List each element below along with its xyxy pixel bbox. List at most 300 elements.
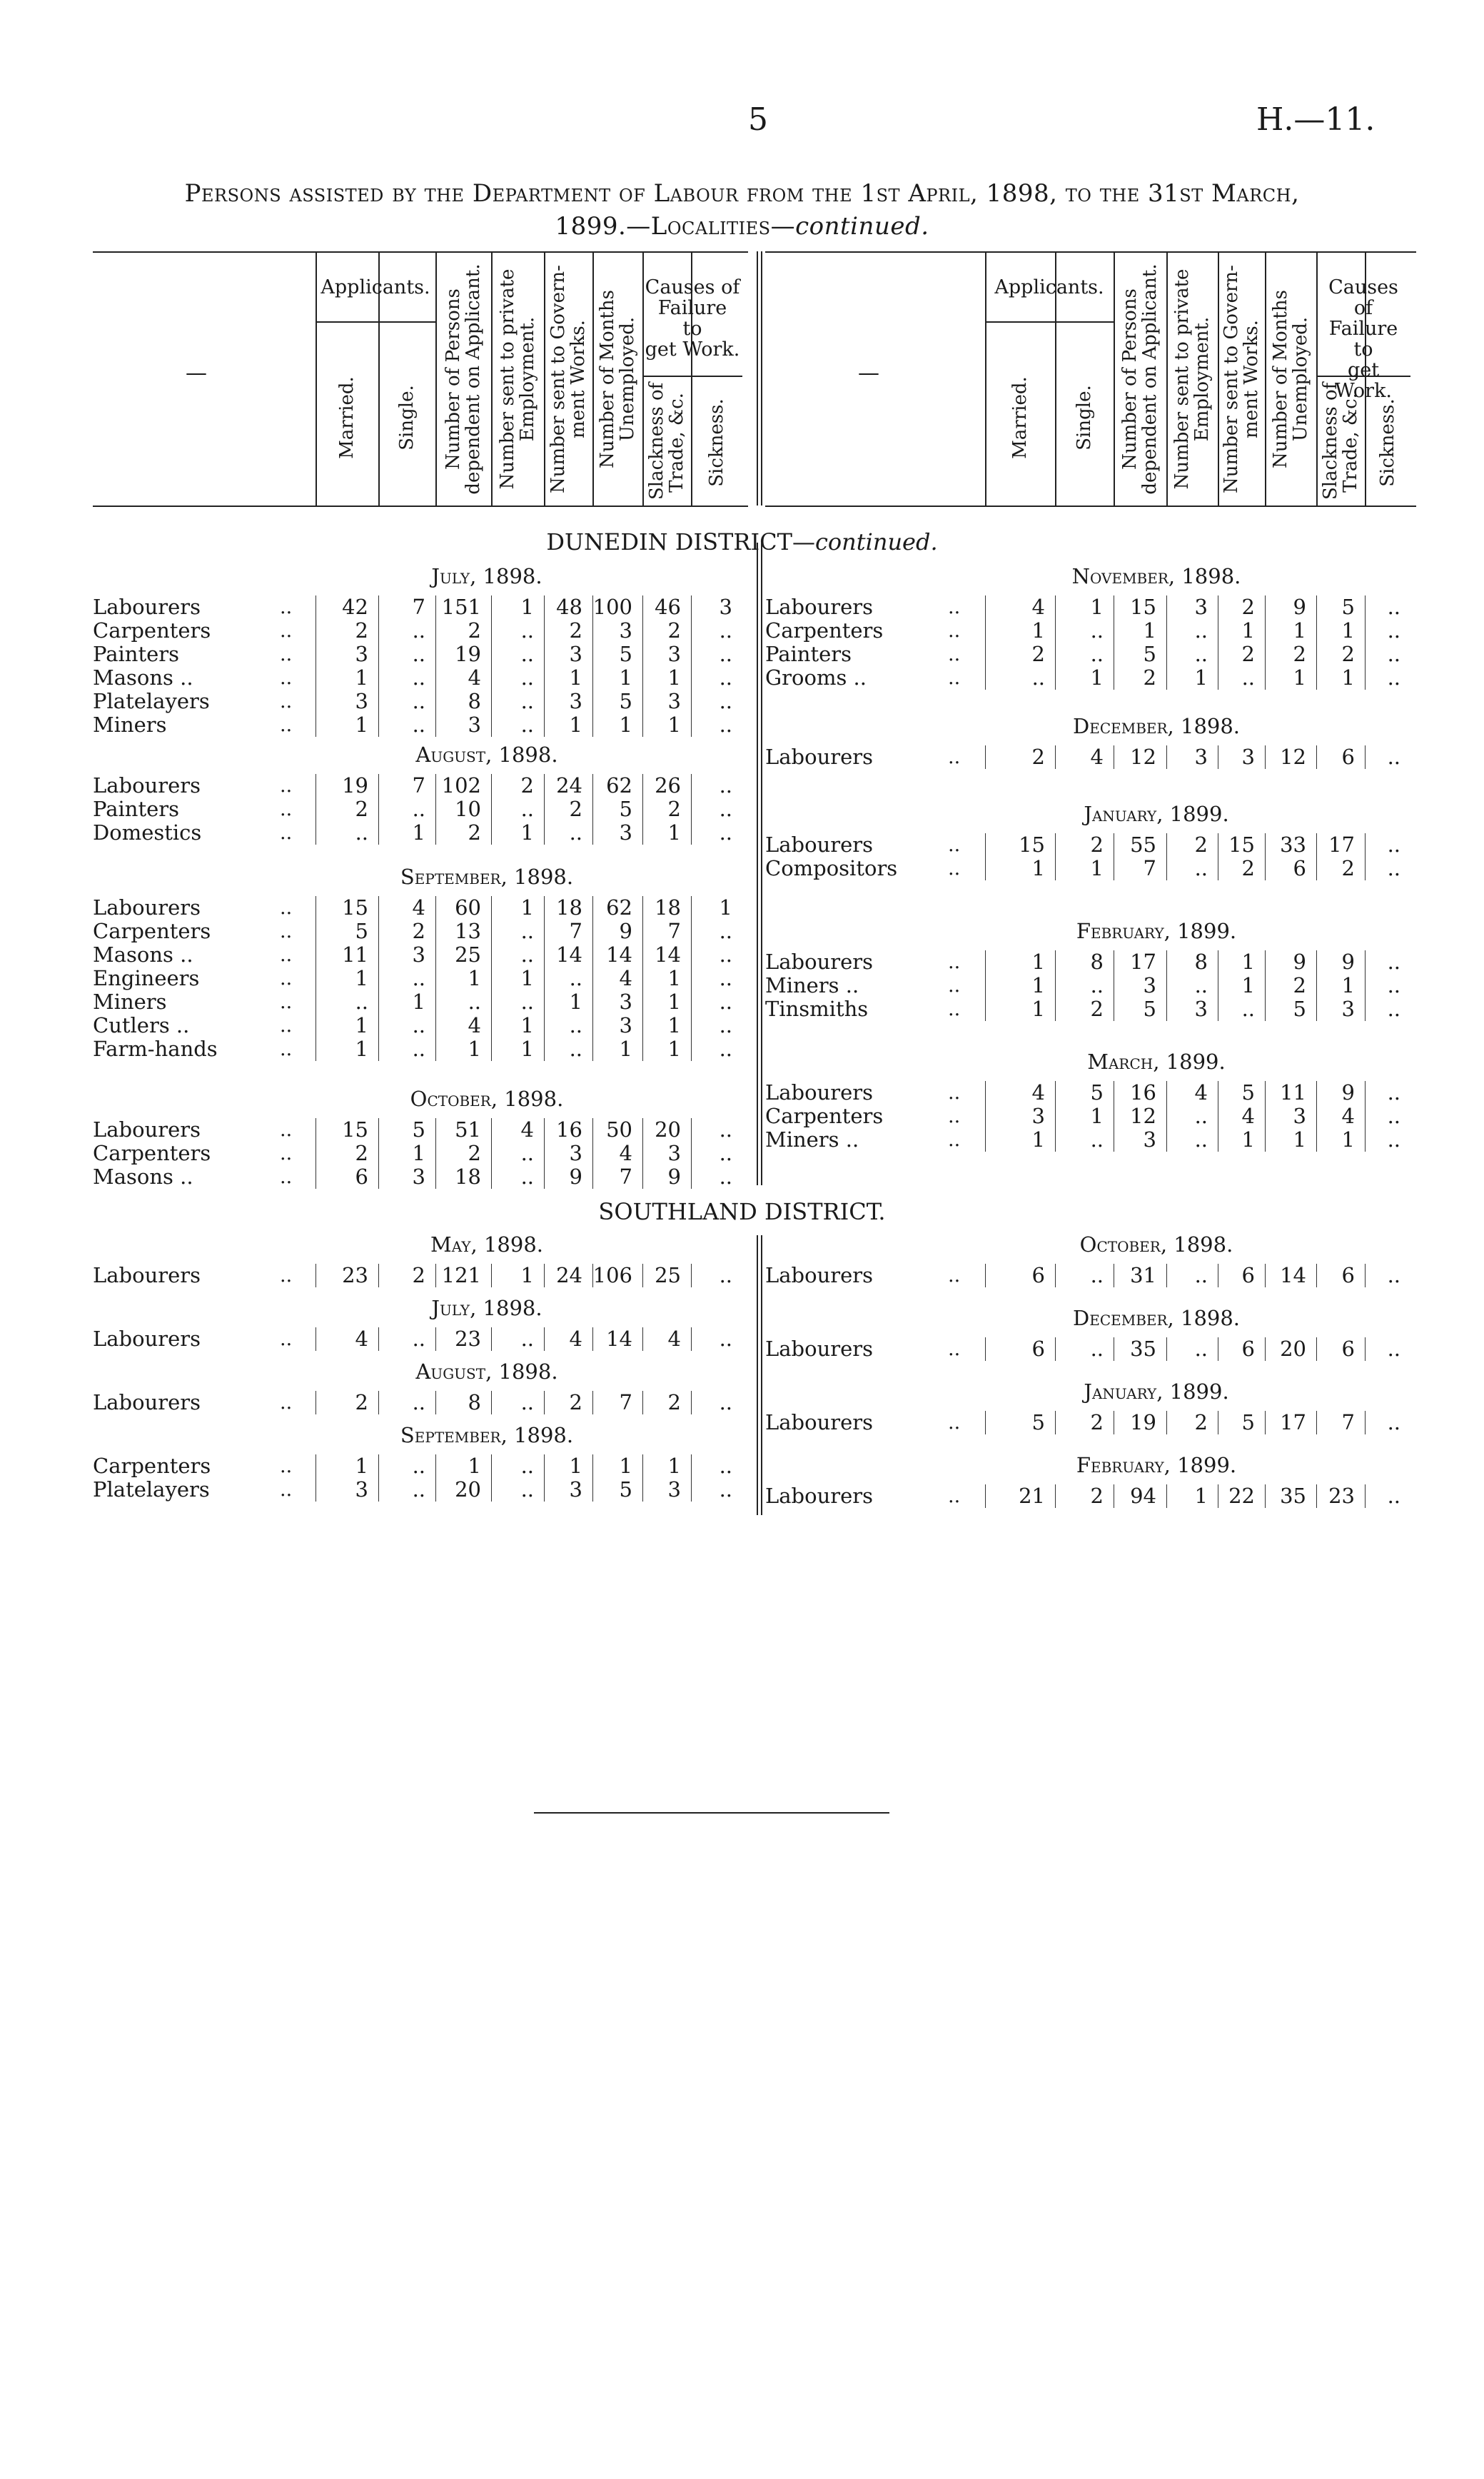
header-center-divider: [761, 251, 762, 506]
table-cell: ..: [719, 942, 732, 967]
table-cell: 4: [1031, 1080, 1045, 1105]
row-leader-dots: ..: [948, 998, 961, 1020]
table-cell: 5: [1241, 1410, 1255, 1434]
row-leader-dots: ..: [280, 822, 293, 844]
table-cell: 1: [520, 820, 534, 845]
row-leader-dots: ..: [948, 834, 961, 856]
table-cell: 15: [1130, 595, 1156, 619]
row-leader-dots: ..: [948, 951, 961, 973]
table-cell: ..: [1194, 856, 1208, 880]
table-cell: 100: [592, 595, 632, 619]
table-cell: 1: [520, 966, 534, 990]
row-label: Carpenters: [93, 618, 211, 643]
table-cell: 5: [355, 919, 368, 943]
row-leader-dots: ..: [280, 1166, 293, 1188]
row-label: Compositors: [765, 856, 898, 880]
table-cell: 1: [1241, 618, 1255, 643]
table-cell: 5: [1031, 1410, 1045, 1434]
table-cell: 7: [569, 919, 582, 943]
dunedin-right-column-rule: [1166, 950, 1167, 1021]
table-cell: 14: [655, 942, 681, 967]
table-cell: 3: [412, 942, 425, 967]
table-cell: 25: [455, 942, 481, 967]
table-cell: ..: [1031, 665, 1045, 690]
right-private-header-line: Number sent to private: [1171, 268, 1193, 490]
dunedin-right-column-rule: [1265, 745, 1266, 769]
table-cell: ..: [719, 1263, 732, 1287]
table-cell: ..: [719, 665, 732, 690]
table-cell: 1: [667, 820, 681, 845]
table-cell: 5: [1341, 595, 1355, 619]
table-cell: ..: [412, 689, 425, 713]
table-cell: 3: [355, 1477, 368, 1502]
table-cell: ..: [520, 990, 534, 1014]
table-cell: 4: [619, 966, 632, 990]
dunedin-right-column-rule: [985, 950, 986, 1021]
southland-right-column-rule: [1166, 1337, 1167, 1361]
footer-rule: [534, 1812, 889, 1814]
right-header-top-rule: [765, 251, 1416, 253]
right-causes-line: Causes of: [1328, 276, 1398, 319]
table-cell: 16: [1130, 1080, 1156, 1105]
row-leader-dots: ..: [948, 1082, 961, 1104]
document-reference: H.—11.: [1256, 101, 1376, 138]
table-cell: ..: [1387, 856, 1400, 880]
row-leader-dots: ..: [948, 1264, 961, 1287]
table-cell: 6: [1031, 1263, 1045, 1287]
left-slackness-header-line: Trade, &c.: [666, 393, 687, 493]
row-leader-dots: ..: [280, 1392, 293, 1414]
table-cell: ..: [719, 713, 732, 737]
table-cell: 6: [1241, 1263, 1255, 1287]
page-title: Persons assisted by the Department of Labour from the 1st April, 1898, to the 31st March,: [184, 179, 1300, 208]
table-cell: 1: [569, 1454, 582, 1478]
table-cell: 3: [719, 595, 732, 619]
table-cell: 5: [619, 642, 632, 666]
table-cell: 4: [412, 895, 425, 920]
table-cell: 1: [355, 665, 368, 690]
southland-left-month-heading: August, 1898.: [415, 1359, 558, 1384]
table-cell: 2: [1341, 642, 1355, 666]
right-dependents-header: [1120, 258, 1160, 500]
southland-right-column-rule: [1055, 1337, 1056, 1361]
table-cell: 3: [355, 689, 368, 713]
dunedin-center-divider: [761, 543, 762, 1185]
dunedin-right-column-rule: [1055, 595, 1056, 690]
table-cell: ..: [1387, 1263, 1400, 1287]
dunedin-continued: continued.: [814, 528, 938, 555]
left-header-column-rule: [592, 251, 594, 506]
row-label: Labourers: [93, 1390, 201, 1414]
table-cell: ..: [719, 919, 732, 943]
right-header-column-rule: [1265, 251, 1266, 506]
right-applicants-rule: [985, 321, 1114, 323]
table-cell: ..: [1090, 973, 1104, 997]
right-months-header-line: Unemployed.: [1290, 316, 1311, 442]
table-cell: 1: [1341, 1127, 1355, 1152]
southland-right-column-rule: [985, 1264, 986, 1287]
table-cell: ..: [569, 820, 582, 845]
table-cell: ..: [1387, 1484, 1400, 1508]
right-header-column-rule: [1166, 251, 1168, 506]
table-cell: ..: [355, 990, 368, 1014]
table-cell: 2: [1293, 642, 1306, 666]
table-cell: 1: [1090, 595, 1104, 619]
table-cell: 1: [667, 990, 681, 1014]
row-label: Masons ..: [93, 1165, 193, 1189]
dunedin-right-month-heading: December, 1898.: [1072, 714, 1241, 738]
row-label: Grooms ..: [765, 665, 867, 690]
right-private-header: [1172, 258, 1212, 500]
right-dependents-header-line: dependent on Applicant.: [1139, 263, 1161, 495]
dunedin-right-column-rule: [1365, 833, 1366, 880]
table-cell: 1: [520, 1263, 534, 1287]
table-cell: 7: [1143, 856, 1156, 880]
row-label: Platelayers: [93, 689, 210, 713]
table-cell: 3: [1194, 595, 1208, 619]
table-cell: 1: [520, 1037, 534, 1061]
southland-right-column-rule: [1316, 1337, 1317, 1361]
table-cell: ..: [1241, 997, 1255, 1021]
table-cell: 102: [441, 773, 481, 798]
table-cell: 2: [1090, 1410, 1104, 1434]
table-cell: ..: [412, 618, 425, 643]
table-cell: 2: [1194, 833, 1208, 857]
table-cell: 15: [342, 895, 368, 920]
row-leader-dots: ..: [280, 775, 293, 797]
table-cell: 5: [1143, 997, 1156, 1021]
row-leader-dots: ..: [948, 746, 961, 768]
table-cell: 5: [619, 689, 632, 713]
right-header-column-rule: [1218, 251, 1219, 506]
southland-right-column-rule: [1265, 1411, 1266, 1434]
dunedin-right-column-rule: [1265, 595, 1266, 690]
dunedin-right-column-rule: [1055, 833, 1056, 880]
table-cell: 19: [342, 773, 368, 798]
table-cell: ..: [412, 1390, 425, 1414]
table-cell: 3: [619, 990, 632, 1014]
table-cell: 12: [1130, 745, 1156, 769]
table-cell: ..: [719, 797, 732, 821]
table-cell: 3: [1293, 1104, 1306, 1128]
table-cell: 25: [655, 1263, 681, 1287]
table-cell: 5: [1241, 1080, 1255, 1105]
row-label: Miners ..: [765, 973, 859, 997]
right-married-header-line: Married.: [1009, 376, 1031, 459]
table-cell: ..: [1194, 1337, 1208, 1361]
table-cell: 3: [468, 713, 481, 737]
table-cell: ..: [355, 820, 368, 845]
right-blank-header: —: [858, 361, 879, 386]
row-leader-dots: ..: [948, 667, 961, 689]
page-number: 5: [748, 101, 768, 138]
southland-right-column-rule: [1365, 1411, 1366, 1434]
row-leader-dots: ..: [280, 643, 293, 665]
table-cell: 1: [1341, 665, 1355, 690]
dunedin-right-column-rule: [1265, 950, 1266, 1021]
row-label: Carpenters: [93, 1454, 211, 1478]
table-cell: 2: [1293, 973, 1306, 997]
table-cell: 18: [556, 895, 582, 920]
table-cell: 6: [1341, 1263, 1355, 1287]
row-label: Farm-hands: [93, 1037, 218, 1061]
table-row: [0, 1264, 1484, 1287]
row-leader-dots: ..: [948, 1338, 961, 1360]
table-cell: ..: [412, 1477, 425, 1502]
table-cell: 4: [1241, 1104, 1255, 1128]
row-leader-dots: ..: [280, 1328, 293, 1350]
table-cell: 6: [1293, 856, 1306, 880]
table-cell: 2: [667, 1390, 681, 1414]
right-applicants-header: Applicants.: [994, 276, 1104, 298]
table-cell: ..: [1387, 1080, 1400, 1105]
row-leader-dots: ..: [948, 596, 961, 618]
table-cell: 1: [619, 1037, 632, 1061]
table-cell: 2: [569, 1390, 582, 1414]
row-leader-dots: ..: [948, 858, 961, 880]
table-cell: 23: [1328, 1484, 1355, 1508]
table-cell: 3: [1143, 1127, 1156, 1152]
table-cell: ..: [520, 642, 534, 666]
left-causes-line: Failure: [657, 297, 727, 319]
table-row: [0, 1484, 1484, 1508]
dunedin-right-column-rule: [1316, 833, 1317, 880]
table-cell: 3: [619, 618, 632, 643]
table-cell: 2: [569, 618, 582, 643]
table-row: [0, 997, 1484, 1021]
row-leader-dots: ..: [948, 1485, 961, 1507]
dunedin-right-column-rule: [1316, 595, 1317, 690]
table-cell: 3: [619, 1013, 632, 1037]
table-cell: ..: [520, 1165, 534, 1189]
southland-right-column-rule: [1055, 1264, 1056, 1287]
dunedin-right-column-rule: [1166, 1081, 1167, 1152]
row-label: Labourers: [765, 1337, 874, 1361]
left-private-header-line: Number sent to private: [497, 268, 518, 490]
row-label: Painters: [765, 642, 852, 666]
row-leader-dots: ..: [280, 1455, 293, 1477]
table-cell: 1: [355, 713, 368, 737]
left-causes-line: Causes of: [645, 276, 740, 298]
table-cell: 4: [667, 1327, 681, 1351]
southland-right-column-rule: [1365, 1337, 1366, 1361]
header-center-divider: [757, 251, 758, 506]
table-cell: 2: [412, 919, 425, 943]
table-cell: 2: [355, 618, 368, 643]
table-cell: 3: [1194, 745, 1208, 769]
left-govt-header-line: Number sent to Govern-: [547, 265, 569, 493]
table-cell: ..: [1387, 1337, 1400, 1361]
table-cell: 5: [1143, 642, 1156, 666]
table-cell: ..: [1241, 665, 1255, 690]
table-cell: 6: [355, 1165, 368, 1189]
table-cell: 1: [667, 1013, 681, 1037]
southland-right-column-rule: [1365, 1264, 1366, 1287]
left-dependents-header: [443, 258, 483, 500]
southland-right-column-rule: [1265, 1484, 1266, 1508]
left-months-header: [597, 258, 637, 500]
southland-right-column-rule: [1055, 1411, 1056, 1434]
right-married-header: [1010, 336, 1030, 500]
table-cell: 51: [455, 1117, 481, 1142]
dunedin-right-column-rule: [1166, 595, 1167, 690]
table-cell: 5: [1090, 1080, 1104, 1105]
table-cell: 1: [667, 713, 681, 737]
table-cell: 2: [1031, 642, 1045, 666]
table-cell: ..: [412, 713, 425, 737]
table-cell: 11: [342, 942, 368, 967]
right-slackness-header-line: Slackness of: [1320, 382, 1341, 500]
table-cell: 22: [1228, 1484, 1255, 1508]
dunedin-right-column-rule: [1166, 833, 1167, 880]
table-row: [0, 1128, 1484, 1152]
left-months-header-line: Unemployed.: [617, 316, 638, 442]
dunedin-right-column-rule: [1365, 745, 1366, 769]
table-cell: 2: [1031, 745, 1045, 769]
southland-right-month-heading: February, 1899.: [1076, 1453, 1237, 1477]
southland-center-divider: [761, 1235, 762, 1515]
right-header-bottom-rule: [765, 506, 1416, 507]
table-cell: 1: [355, 1454, 368, 1478]
right-private-header-line: Employment.: [1191, 316, 1213, 442]
table-cell: 1: [1090, 665, 1104, 690]
table-cell: 2: [1090, 997, 1104, 1021]
row-label: Labourers: [765, 833, 874, 857]
table-cell: 1: [667, 665, 681, 690]
table-row: [0, 1105, 1484, 1128]
row-leader-dots: ..: [280, 620, 293, 642]
table-cell: 3: [355, 642, 368, 666]
table-row: [0, 619, 1484, 643]
table-cell: 4: [1194, 1080, 1208, 1105]
row-label: Platelayers: [93, 1477, 210, 1502]
left-govt-header: [548, 258, 588, 500]
table-cell: 18: [455, 1165, 481, 1189]
table-cell: ..: [520, 618, 534, 643]
table-cell: 20: [1280, 1337, 1306, 1361]
table-cell: 24: [556, 773, 582, 798]
dunedin-right-column-rule: [1365, 595, 1366, 690]
table-cell: 9: [1293, 950, 1306, 974]
table-cell: 3: [1143, 973, 1156, 997]
table-cell: 2: [569, 797, 582, 821]
table-row: [0, 1081, 1484, 1105]
table-cell: 6: [1031, 1337, 1045, 1361]
table-cell: ..: [412, 966, 425, 990]
table-cell: 1: [355, 1037, 368, 1061]
left-months-header-line: Number of Months: [597, 290, 618, 468]
row-leader-dots: ..: [280, 596, 293, 618]
table-cell: ..: [719, 990, 732, 1014]
dunedin-right-column-rule: [1055, 745, 1056, 769]
right-slackness-header-line: Trade, &c.: [1340, 393, 1361, 493]
table-cell: 1: [355, 1013, 368, 1037]
left-header-top-rule: [93, 251, 748, 253]
table-cell: ..: [719, 1454, 732, 1478]
table-cell: 1: [355, 966, 368, 990]
southland-right-column-rule: [1265, 1337, 1266, 1361]
table-cell: ..: [412, 642, 425, 666]
table-row: [0, 690, 1484, 713]
table-cell: ..: [520, 942, 534, 967]
left-applicants-header: Applicants.: [320, 276, 430, 298]
left-header-column-rule: [491, 251, 493, 506]
southland-left-month-heading: September, 1898.: [400, 1423, 574, 1447]
table-cell: ..: [412, 1037, 425, 1061]
right-causes-line: get Work.: [1334, 359, 1393, 402]
southland-right-column-rule: [1316, 1484, 1317, 1508]
table-cell: ..: [569, 1013, 582, 1037]
table-cell: 4: [468, 665, 481, 690]
dunedin-title: DUNEDIN DISTRICT—: [546, 528, 815, 555]
row-label: Labourers: [93, 595, 201, 619]
table-cell: 3: [1241, 745, 1255, 769]
row-leader-dots: ..: [280, 1119, 293, 1141]
table-cell: 9: [667, 1165, 681, 1189]
right-header-column-rule: [1114, 251, 1115, 506]
row-label: Labourers: [765, 1263, 874, 1287]
table-cell: ..: [719, 966, 732, 990]
table-cell: 9: [1293, 595, 1306, 619]
table-cell: 1: [1194, 1484, 1208, 1508]
table-row: [0, 1165, 1484, 1189]
right-months-header-line: Number of Months: [1270, 290, 1291, 468]
table-cell: 14: [1280, 1263, 1306, 1287]
table-cell: 2: [355, 1390, 368, 1414]
table-cell: 17: [1130, 950, 1156, 974]
table-cell: 7: [667, 919, 681, 943]
table-cell: 1: [1090, 1104, 1104, 1128]
table-cell: 9: [1341, 1080, 1355, 1105]
table-cell: 5: [619, 1477, 632, 1502]
row-label: Labourers: [765, 1410, 874, 1434]
table-cell: ..: [1387, 642, 1400, 666]
table-cell: ..: [1387, 1127, 1400, 1152]
table-cell: 23: [455, 1327, 481, 1351]
table-cell: 10: [455, 797, 481, 821]
dunedin-right-month-heading: January, 1899.: [1084, 802, 1229, 826]
row-label: Cutlers ..: [93, 1013, 190, 1037]
dunedin-district-title: [0, 528, 1484, 555]
row-label: Miners: [93, 713, 167, 737]
southland-right-column-rule: [1055, 1484, 1056, 1508]
table-cell: 26: [655, 773, 681, 798]
row-label: Labourers: [765, 745, 874, 769]
left-causes-rule: [642, 376, 742, 377]
table-cell: 17: [1280, 1410, 1306, 1434]
table-cell: 9: [1341, 950, 1355, 974]
dunedin-right-column-rule: [1166, 745, 1167, 769]
table-cell: ..: [520, 1390, 534, 1414]
table-cell: ..: [1387, 665, 1400, 690]
table-cell: 6: [1241, 1337, 1255, 1361]
table-cell: 1: [1031, 618, 1045, 643]
table-cell: ..: [520, 689, 534, 713]
table-cell: 121: [441, 1263, 481, 1287]
table-cell: 1: [619, 713, 632, 737]
right-sickness-header: [1378, 386, 1398, 500]
table-cell: ..: [1387, 973, 1400, 997]
table-cell: ..: [468, 990, 481, 1014]
table-cell: 3: [1341, 997, 1355, 1021]
southland-right-column-rule: [1166, 1411, 1167, 1434]
table-cell: ..: [1387, 1104, 1400, 1128]
left-header-column-rule: [435, 251, 437, 506]
table-row: [0, 774, 1484, 798]
row-leader-dots: ..: [280, 1038, 293, 1060]
table-cell: 2: [667, 797, 681, 821]
table-cell: ..: [719, 1165, 732, 1189]
